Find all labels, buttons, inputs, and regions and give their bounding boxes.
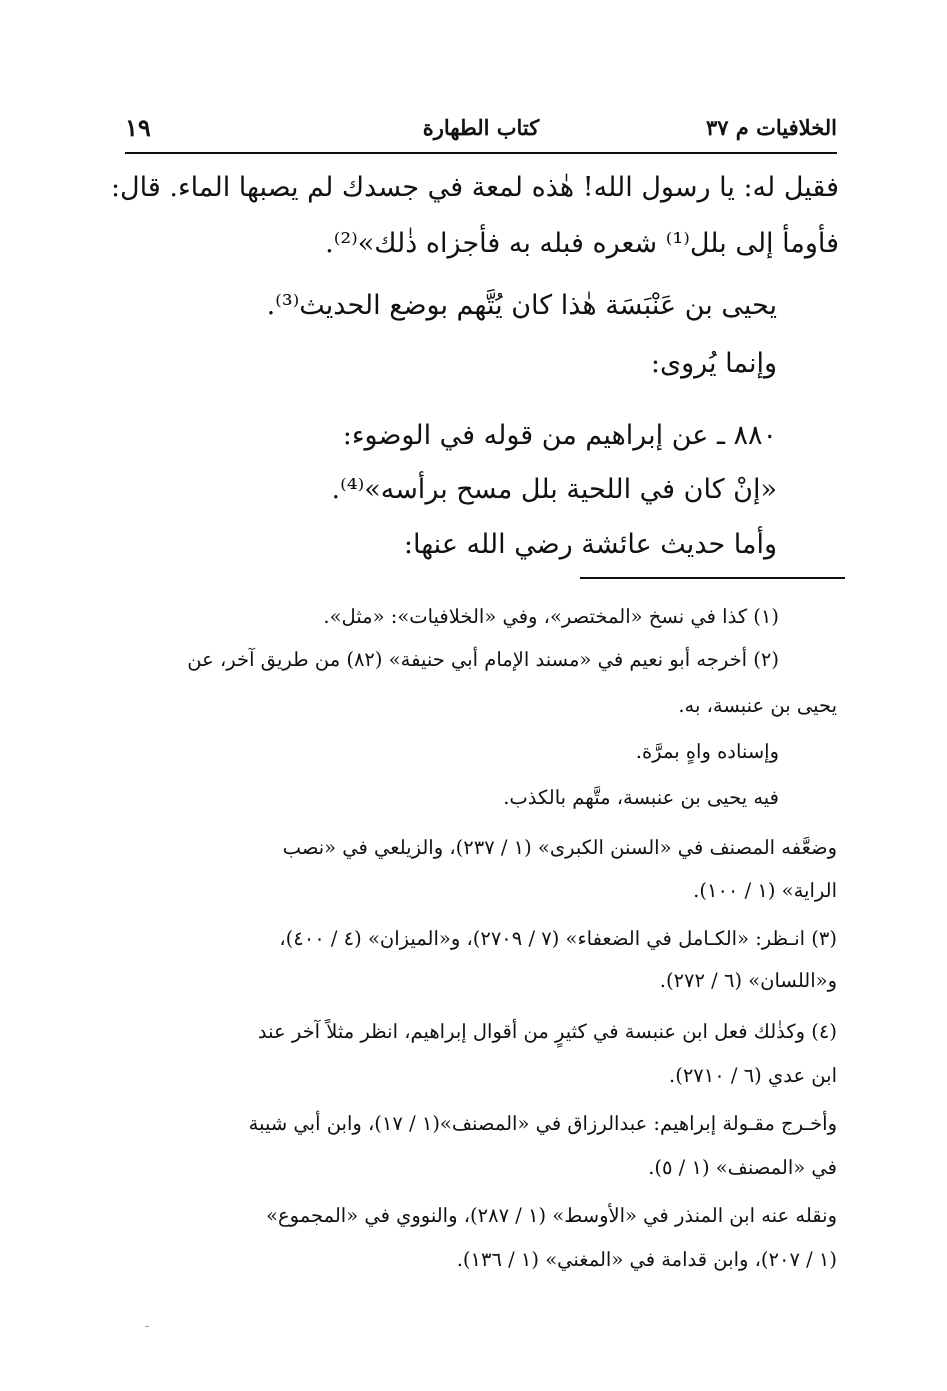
main-text-line: فقيل له: يا رسول الله! هٰذه لمعة في جسدك لم يصبها الماء. قال: — [110, 172, 839, 203]
main-text-line: فأومأ إلى بلل⁽¹⁾ شعره فبله به فأجزاه ذٰلك»⁽²⁾. — [325, 228, 839, 259]
main-text-line: «إنْ كان في اللحية بلل مسح برأسه»⁽⁴⁾. — [331, 474, 777, 505]
footnote-line: ابن عدي (٦ / ٢٧١٠). — [669, 1064, 837, 1087]
footnote-line: (١ / ٢٠٧)، وابن قدامة في «المغني» (١ / ١٣٦). — [456, 1248, 837, 1271]
main-text-line: يحيى بن عَنْبَسَة هٰذا كان يُتَّهم بوضع الحديث⁽³⁾. — [266, 290, 777, 321]
header-rule — [125, 152, 837, 154]
main-text-line: وأما حديث عائشة رضي الله عنها: — [403, 529, 777, 560]
footnote-line: وإسناده واهٍ بمرَّة. — [635, 740, 779, 763]
footnote-line: (٣) انـظر: «الكـامل في الضعفاء» (٧ / ٢٧٠٩)، و«الميزان» (٤ / ٤٠٠)، — [279, 927, 837, 950]
main-text-line: وإنما يُروى: — [650, 348, 777, 379]
scan-speck — [145, 1326, 149, 1327]
footnote-line: (٢) أخرجه أبو نعيم في «مسند الإمام أبي حنيفة» (٨٢) من طريق آخر، عن — [187, 648, 779, 671]
running-header — [125, 108, 837, 148]
footnote-line: وضعَّفه المصنف في «السنن الكبرى» (١ / ٢٣٧)، والزيلعي في «نصب — [282, 836, 837, 859]
footnote-line: وأخـرج مقـولة إبراهيم: عبدالرزاق في «المصنف»(١ / ١٧)، وابن أبي شيبة — [248, 1112, 837, 1135]
footnote-line: الراية» (١ / ١٠٠). — [693, 879, 837, 902]
footnote-line: و«اللسان» (٦ / ٢٧٢). — [659, 969, 837, 992]
footnote-line: ونقله عنه ابن المنذر في «الأوسط» (١ / ٢٨٧)، والنووي في «المجموع» — [266, 1204, 837, 1227]
footnote-separator — [580, 577, 845, 579]
page-number: ١٩ — [125, 113, 151, 142]
footnote-line: في «المصنف» (١ / ٥). — [648, 1156, 837, 1179]
header-book-title: كتاب الطهارة — [422, 115, 540, 140]
hadith-number-line: ٨٨٠ ـ عن إبراهيم من قوله في الوضوء: — [342, 420, 777, 451]
footnote-line: يحيى بن عنبسة، به. — [678, 694, 837, 717]
header-chapter-label: الخلافيات م ٣٧ — [705, 115, 837, 140]
footnote-line: (٤) وكذٰلك فعل ابن عنبسة في كثيرٍ من أقوال إبراهيم، انظر مثلاً آخر عند — [257, 1020, 837, 1043]
footnote-line: (١) كذا في نسخ «المختصر»، وفي «الخلافيات»: «مثل». — [323, 605, 779, 628]
footnote-line: فيه يحيى بن عنبسة، متَّهم بالكذب. — [503, 786, 779, 809]
